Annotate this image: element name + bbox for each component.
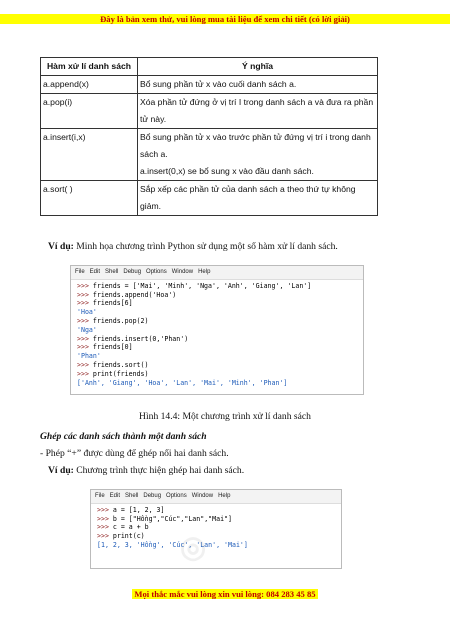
table-row <box>41 94 378 129</box>
table-cell-function: a.sort( ) <box>41 181 138 216</box>
menu-item-window[interactable]: Window <box>171 269 194 275</box>
example-1-paragraph <box>48 241 338 253</box>
table-header-meaning: Ý nghĩa <box>138 58 378 76</box>
contact-footer <box>0 589 450 599</box>
example-1-label: Ví dụ: <box>48 241 74 252</box>
shell-prompt: >>> <box>77 316 93 325</box>
menu-item-options[interactable]: Options <box>166 493 187 499</box>
menu-item-debug[interactable]: Debug <box>123 269 142 275</box>
shell-line <box>77 317 357 326</box>
table-header-function: Hàm xử lí danh sách <box>41 58 138 76</box>
shell-prompt: >>> <box>77 369 93 378</box>
shell-output: [1, 2, 3, 'Hồng', 'Cúc', 'Lan', 'Mai'] <box>97 540 248 549</box>
shell-command: friends.insert(0,'Phan') <box>92 334 189 343</box>
table-cell-meaning-line2: a.insert(0,x) se bổ sung x vào đầu danh sách. <box>140 166 314 176</box>
table-cell-function: a.insert(i,x) <box>41 129 138 181</box>
list-functions-table <box>40 57 378 216</box>
shell-menubar <box>91 490 341 504</box>
shell-output: 'Nga' <box>77 325 97 334</box>
menu-item-options[interactable]: Options <box>146 269 167 275</box>
shell-line <box>77 352 357 361</box>
table-cell-meaning-line1: Bổ sung phần tử x vào trước phần tử đứng vị trí i trong danh sách a. <box>140 132 371 159</box>
shell-line <box>97 515 335 524</box>
shell-line <box>77 299 357 308</box>
python-shell-screenshot-1 <box>70 265 364 395</box>
shell-command: c = a + b <box>112 523 149 532</box>
bullet-text: - Phép “+” được dùng để ghép nối hai danh sách. <box>40 448 229 459</box>
table-row <box>41 129 378 181</box>
table-header-row <box>41 58 378 76</box>
shell-prompt: >>> <box>97 532 113 541</box>
menu-item-help[interactable]: Help <box>218 493 231 499</box>
table-cell-meaning: Xóa phần tử đứng ở vị trí I trong danh sách a và đưa ra phần tử này. <box>138 94 378 129</box>
table-cell-meaning: Sắp xếp các phần tử của danh sách a theo thứ tự không giảm. <box>138 181 378 216</box>
shell-line <box>77 335 357 344</box>
shell-command: friends[0] <box>92 343 133 352</box>
shell-prompt: >>> <box>77 334 93 343</box>
shell-command: print(friends) <box>92 369 149 378</box>
shell-command: b = ["Hồng","Cúc","Lan","Mai"] <box>112 514 232 523</box>
shell-menubar <box>71 266 363 280</box>
shell-command: friends.append('Hoa') <box>92 290 177 299</box>
shell-prompt: >>> <box>77 281 93 290</box>
shell-code <box>71 280 363 390</box>
shell-command: friends.pop(2) <box>92 316 149 325</box>
shell-line <box>77 343 357 352</box>
table-row <box>41 181 378 216</box>
menu-item-debug[interactable]: Debug <box>143 493 162 499</box>
example-1-text: Minh họa chương trình Python sử dụng một số hàm xử lí danh sách. <box>73 241 338 252</box>
shell-line <box>77 361 357 370</box>
menu-item-edit[interactable]: Edit <box>89 269 101 275</box>
menu-item-edit[interactable]: Edit <box>109 493 121 499</box>
shell-line <box>77 370 357 379</box>
section-heading: Ghép các danh sách thành một danh sách <box>40 431 207 442</box>
example-2-label: Ví dụ: <box>48 465 74 476</box>
table-cell-function: a.pop(i) <box>41 94 138 129</box>
shell-command: friends.sort() <box>92 360 149 369</box>
shell-command: friends = ['Mai', 'Minh', 'Nga', 'Anh', 'Giang', 'Lan'] <box>92 281 312 290</box>
banner-text: Đây là bản xem thử, vui lòng mua tài liệu để xem chi tiết (có lời giải) <box>100 14 350 24</box>
menu-item-help[interactable]: Help <box>198 269 211 275</box>
shell-output: 'Hoa' <box>77 308 97 317</box>
shell-prompt: >>> <box>77 360 93 369</box>
shell-line <box>77 308 357 317</box>
shell-prompt: >>> <box>77 343 93 352</box>
shell-line <box>77 326 357 335</box>
shell-command: friends[6] <box>92 299 133 308</box>
shell-command: a = [1, 2, 3] <box>112 505 165 514</box>
shell-line <box>77 291 357 300</box>
table-cell-meaning: Bổ sung phần tử x vào cuối danh sách a. <box>138 76 378 94</box>
table-cell-meaning <box>138 129 378 181</box>
preview-banner <box>0 14 450 24</box>
shell-command: print(c) <box>112 532 145 541</box>
figure-caption: Hình 14.4: Một chương trình xử lí danh sách <box>139 411 311 422</box>
menu-item-file[interactable]: File <box>95 493 105 499</box>
watermark-logo: ◎ <box>180 531 207 564</box>
shell-output: 'Phan' <box>77 352 101 361</box>
shell-prompt: >>> <box>77 299 93 308</box>
shell-line <box>77 282 357 291</box>
shell-prompt: >>> <box>77 290 93 299</box>
shell-line <box>97 506 335 515</box>
example-2-paragraph <box>48 465 244 477</box>
shell-prompt: >>> <box>97 523 113 532</box>
footer-text: Mọi thắc mắc vui lòng xin vui lòng: 084 283 45 85 <box>134 589 316 599</box>
menu-item-window[interactable]: Window <box>191 493 214 499</box>
shell-prompt: >>> <box>97 514 113 523</box>
menu-item-shell[interactable]: Shell <box>125 493 139 499</box>
shell-prompt: >>> <box>97 505 113 514</box>
shell-output: ['Anh', 'Giang', 'Hoa', 'Lan', 'Mai', 'Minh', 'Phan'] <box>77 378 288 387</box>
shell-line <box>77 379 357 388</box>
menu-item-file[interactable]: File <box>75 269 85 275</box>
table-cell-function: a.append(x) <box>41 76 138 94</box>
example-2-text: Chương trình thực hiện ghép hai danh sách. <box>73 465 245 476</box>
menu-item-shell[interactable]: Shell <box>105 269 119 275</box>
table-row <box>41 76 378 94</box>
